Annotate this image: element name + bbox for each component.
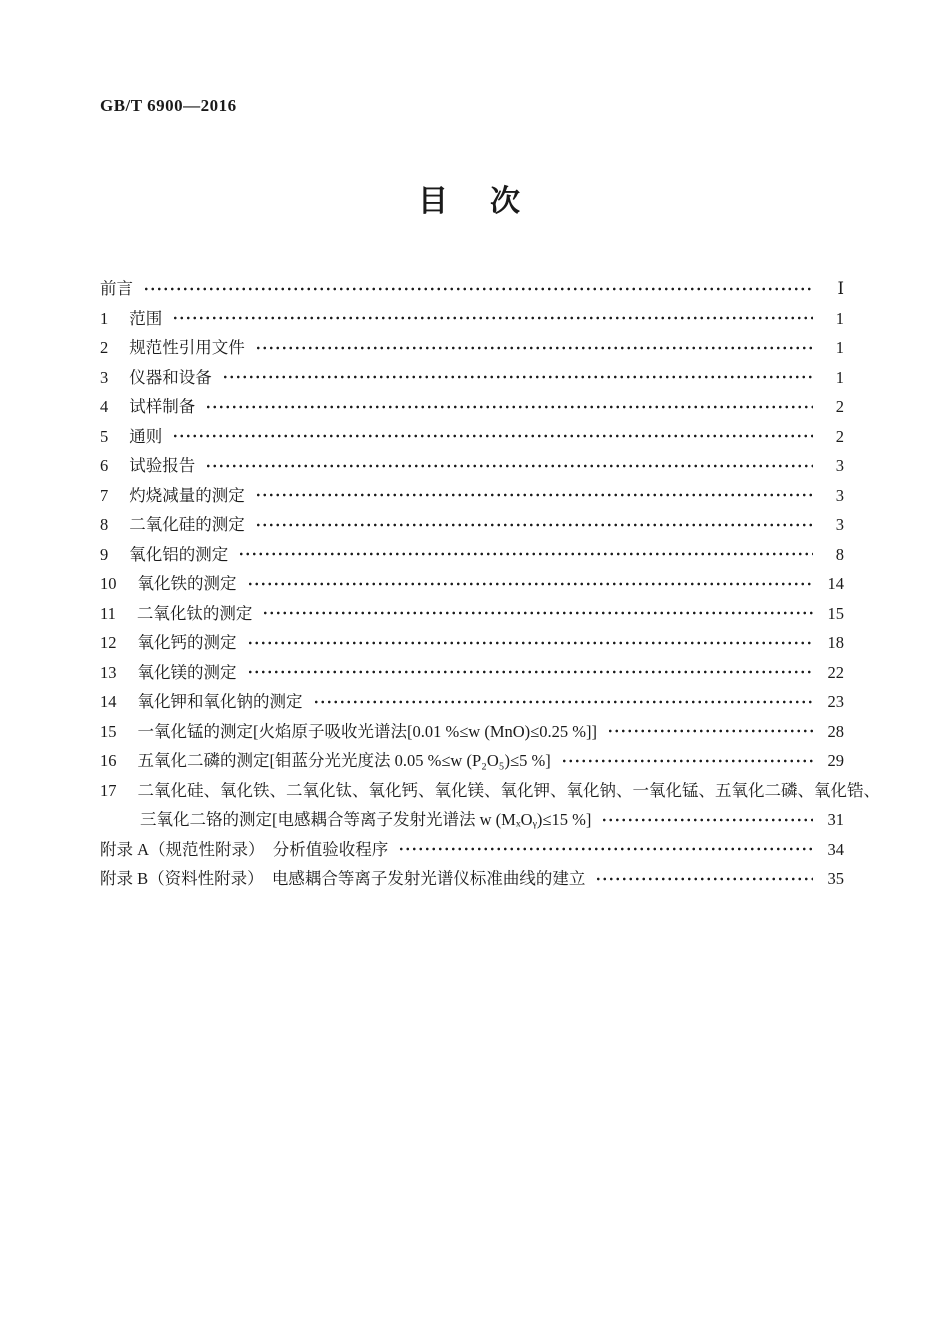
toc-dot-leader	[398, 841, 813, 857]
toc-entry	[100, 776, 880, 806]
toc-page-number: 1	[835, 367, 844, 387]
toc-entry	[100, 481, 844, 511]
toc-page-number: 3	[835, 456, 844, 475]
toc-page-number: 3	[835, 485, 844, 505]
toc-dot-leader	[262, 605, 813, 621]
toc-entry-number: 15	[100, 721, 117, 741]
toc-entry-label: 附录 A（规范性附录） 分析值验收程序	[100, 839, 389, 859]
toc-page-number: 14	[827, 574, 844, 593]
toc-entry-label: 灼烧减量的测定	[129, 485, 245, 505]
toc-entry-label: 附录 B（资料性附录） 电感耦合等离子发射光谱仪标准曲线的建立	[100, 869, 586, 888]
toc-dot-leader	[205, 399, 813, 415]
toc-entry-number: 17	[100, 780, 117, 800]
toc-dot-leader	[561, 753, 813, 769]
toc-page-number: 1	[835, 308, 844, 328]
toc-entry	[100, 658, 844, 688]
toc-dot-leader	[143, 281, 813, 297]
toc-entry	[100, 599, 844, 629]
toc-entry-number: 8	[100, 515, 109, 534]
toc-entry-label: 氧化镁的测定	[137, 662, 237, 682]
toc-page-number: 28	[827, 721, 844, 741]
toc-page-number: 2	[835, 426, 844, 446]
toc-entry	[100, 363, 844, 393]
table-of-contents	[100, 274, 880, 894]
toc-dot-leader	[172, 310, 813, 326]
toc-entry-number: 5	[100, 426, 109, 446]
toc-page-number: 3	[835, 515, 844, 534]
toc-dot-leader	[247, 576, 814, 592]
toc-entry-number: 4	[100, 397, 109, 416]
toc-dot-leader	[205, 458, 813, 474]
toc-entry	[100, 510, 844, 540]
toc-page-number: 15	[827, 603, 844, 623]
toc-dot-leader	[255, 487, 813, 503]
toc-page-number: 34	[827, 839, 844, 859]
toc-page-number: 2	[835, 397, 844, 416]
toc-entry	[100, 717, 844, 747]
toc-entry	[100, 274, 844, 304]
toc-entry-continuation	[100, 805, 844, 835]
toc-entry	[100, 864, 844, 894]
toc-dot-leader	[255, 517, 813, 533]
toc-entry	[100, 687, 844, 717]
toc-entry-number: 9	[100, 544, 109, 564]
toc-entry-label: 氧化铁的测定	[137, 574, 237, 593]
toc-entry-label: 试验报告	[129, 456, 196, 475]
toc-entry-number: 2	[100, 338, 109, 357]
toc-entry	[100, 451, 844, 481]
toc-page-number: Ⅰ	[837, 279, 844, 298]
toc-entry	[100, 746, 844, 776]
toc-entry-label: 氧化钙的测定	[137, 633, 237, 652]
toc-entry-number: 13	[100, 662, 117, 682]
toc-entry-label: 仪器和设备	[129, 367, 212, 387]
toc-page-number: 31	[827, 810, 844, 829]
toc-dot-leader	[595, 871, 813, 887]
standard-number: GB/T 6900—2016	[100, 96, 237, 115]
toc-page-number: 1	[835, 338, 844, 357]
toc-page-number: 23	[827, 692, 844, 711]
toc-page-number: 29	[827, 751, 844, 770]
toc-entry-label: 试样制备	[129, 397, 196, 416]
toc-dot-leader	[313, 694, 814, 710]
toc-dot-leader	[172, 428, 813, 444]
toc-entry-label: 三氧化二铬的测定[电感耦合等离子发射光谱法 w (MₓOᵧ)≤15 %]	[140, 810, 592, 829]
toc-entry-number: 11	[100, 603, 116, 623]
toc-entry-label: 一氧化锰的测定[火焰原子吸收光谱法[0.01 %≤w (MnO)≤0.25 %]]	[137, 721, 597, 741]
toc-entry-number: 16	[100, 751, 117, 770]
toc-entry	[100, 569, 844, 599]
toc-dot-leader	[247, 635, 814, 651]
toc-entry-label: 氧化铝的测定	[129, 544, 229, 564]
toc-entry-label: 范围	[129, 308, 163, 328]
toc-page-number: 35	[827, 869, 844, 888]
toc-entry-number: 3	[100, 367, 109, 387]
toc-entry-label: 二氧化硅、氧化铁、二氧化钛、氧化钙、氧化镁、氧化钾、氧化钠、一氧化锰、五氧化二磷、氧化锆、	[137, 780, 880, 800]
toc-dot-leader	[601, 812, 813, 828]
toc-entry-number: 1	[100, 308, 109, 328]
toc-entry-label: 二氧化钛的测定	[136, 603, 253, 623]
toc-page-number: 8	[835, 544, 844, 564]
toc-dot-leader	[222, 369, 813, 385]
toc-dot-leader	[255, 340, 813, 356]
toc-entry	[100, 628, 844, 658]
toc-entry	[100, 540, 844, 570]
toc-entry-number: 14	[100, 692, 117, 711]
toc-page-number: 18	[827, 633, 844, 652]
toc-entry-number: 10	[100, 574, 117, 593]
toc-entry-label: 规范性引用文件	[129, 338, 245, 357]
toc-entry-label: 氧化钾和氧化钠的测定	[137, 692, 303, 711]
toc-page-number: 22	[827, 662, 844, 682]
toc-entry-number: 6	[100, 456, 109, 475]
toc-entry-label: 通则	[129, 426, 163, 446]
page-title: 目 次	[418, 185, 526, 218]
toc-dot-leader	[238, 546, 813, 562]
toc-dot-leader	[607, 723, 813, 739]
toc-entry-number: 7	[100, 485, 109, 505]
toc-entry	[100, 333, 844, 363]
toc-entry-label: 二氧化硅的测定	[129, 515, 245, 534]
toc-entry	[100, 422, 844, 452]
toc-entry-label: 前言	[100, 279, 133, 298]
toc-entry-label: 五氧化二磷的测定[钼蓝分光光度法 0.05 %≤w (P₂O₅)≤5 %]	[137, 751, 551, 770]
toc-entry	[100, 304, 844, 334]
toc-entry	[100, 392, 844, 422]
toc-entry	[100, 835, 844, 865]
toc-dot-leader	[247, 664, 814, 680]
toc-entry-number: 12	[100, 633, 117, 652]
